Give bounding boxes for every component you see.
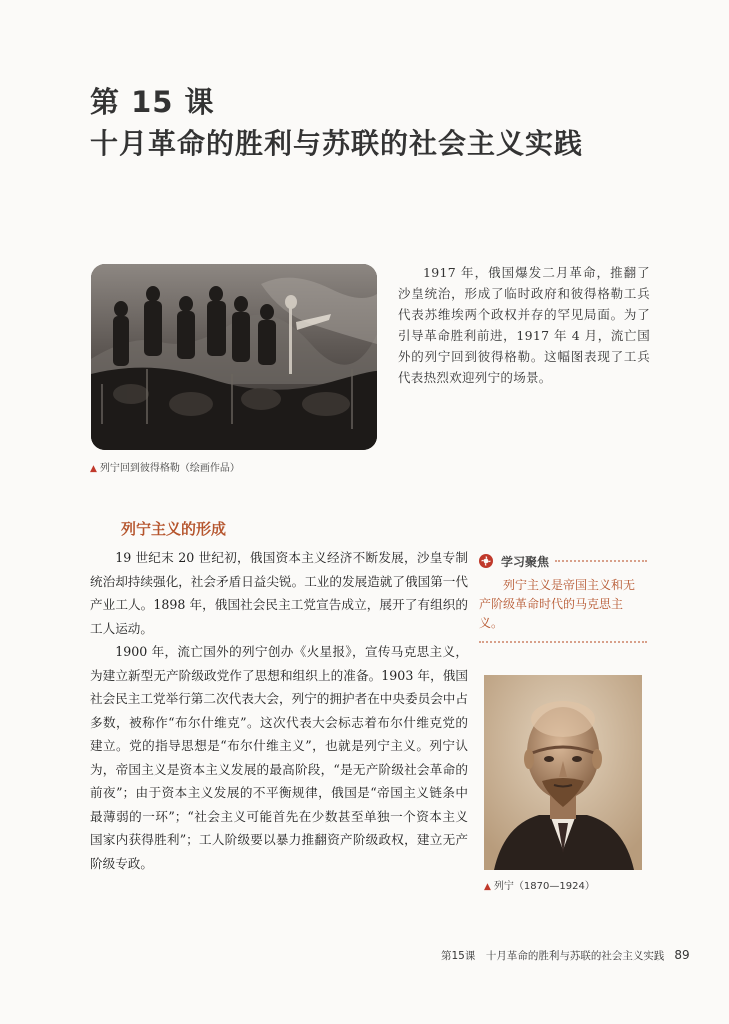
study-focus-divider (555, 560, 647, 562)
study-focus-icon (479, 554, 493, 568)
lesson-title: 十月革命的胜利与苏联的社会主义实践 (90, 127, 584, 160)
portrait-caption-text: 列宁（1870—1924） (493, 881, 595, 892)
study-focus-bottom-divider (479, 641, 647, 643)
section-heading: 列宁主义的形成 (121, 520, 227, 538)
intro-paragraph: 1917 年，俄国爆发二月革命，推翻了沙皇统治，形成了临时政府和彼得格勒工兵代表苏维埃两个政权并存的罕见局面。为了引导革命胜利前进，1917 年 4 月，流亡国外的列宁回到彼得格勒。这幅图表现了工兵代表热烈欢迎列宁的场景。 (398, 265, 650, 385)
footer-lesson-title: 第15课 十月革命的胜利与苏联的社会主义实践 (441, 950, 665, 962)
body-paragraph: 1900 年，流亡国外的列宁创办《火星报》，宣传马克思主义，为建立新型无产阶级政党作了思想和组织上的准备。1903 年，俄国社会民主工党举行第二次代表大会，列宁的拥护者在中央委员会中占多数，被称作“布尔什维克”。这次代表大会标志着布尔什维克党的建立。党的指导思想是“布尔什维主义”，也就是列宁主义。列宁认为，帝国主义是资本主义发展的最高阶段，“是无产阶级社会革命的前夜”；由于资本主义发展的不平衡规律，俄国是“帝国主义链条中最薄弱的一环”；“社会主义可能首先在少数甚至单独一个资本主义国家内获得胜利”；工人阶级要以暴力推翻资产阶级政权，建立无产阶级专政。 (90, 644, 468, 871)
study-focus-title: 学习聚焦 (501, 554, 550, 569)
section-body (90, 546, 468, 875)
lenin-return-painting (91, 264, 377, 450)
page-footer (441, 948, 690, 963)
lenin-portrait (484, 675, 642, 870)
caption-marker-icon: ▲ (90, 464, 97, 474)
painting-caption-text: 列宁回到彼得格勒（绘画作品） (99, 463, 240, 474)
portrait-caption (484, 877, 595, 892)
study-focus-box (479, 552, 647, 643)
lesson-number: 第 15 课 (90, 85, 215, 119)
caption-marker-icon: ▲ (484, 882, 491, 892)
body-paragraph: 19 世纪末 20 世纪初，俄国资本主义经济不断发展，沙皇专制统治却持续强化，社会矛盾日益尖锐。工业的发展造就了俄国第一代产业工人。1898 年，俄国社会民主工党宣告成立，展开了有组织的工人运动。 (90, 550, 468, 636)
study-focus-text: 列宁主义是帝国主义和无产阶级革命时代的马克思主义。 (479, 578, 636, 630)
page-number: 89 (674, 948, 690, 962)
painting-caption (90, 459, 240, 474)
